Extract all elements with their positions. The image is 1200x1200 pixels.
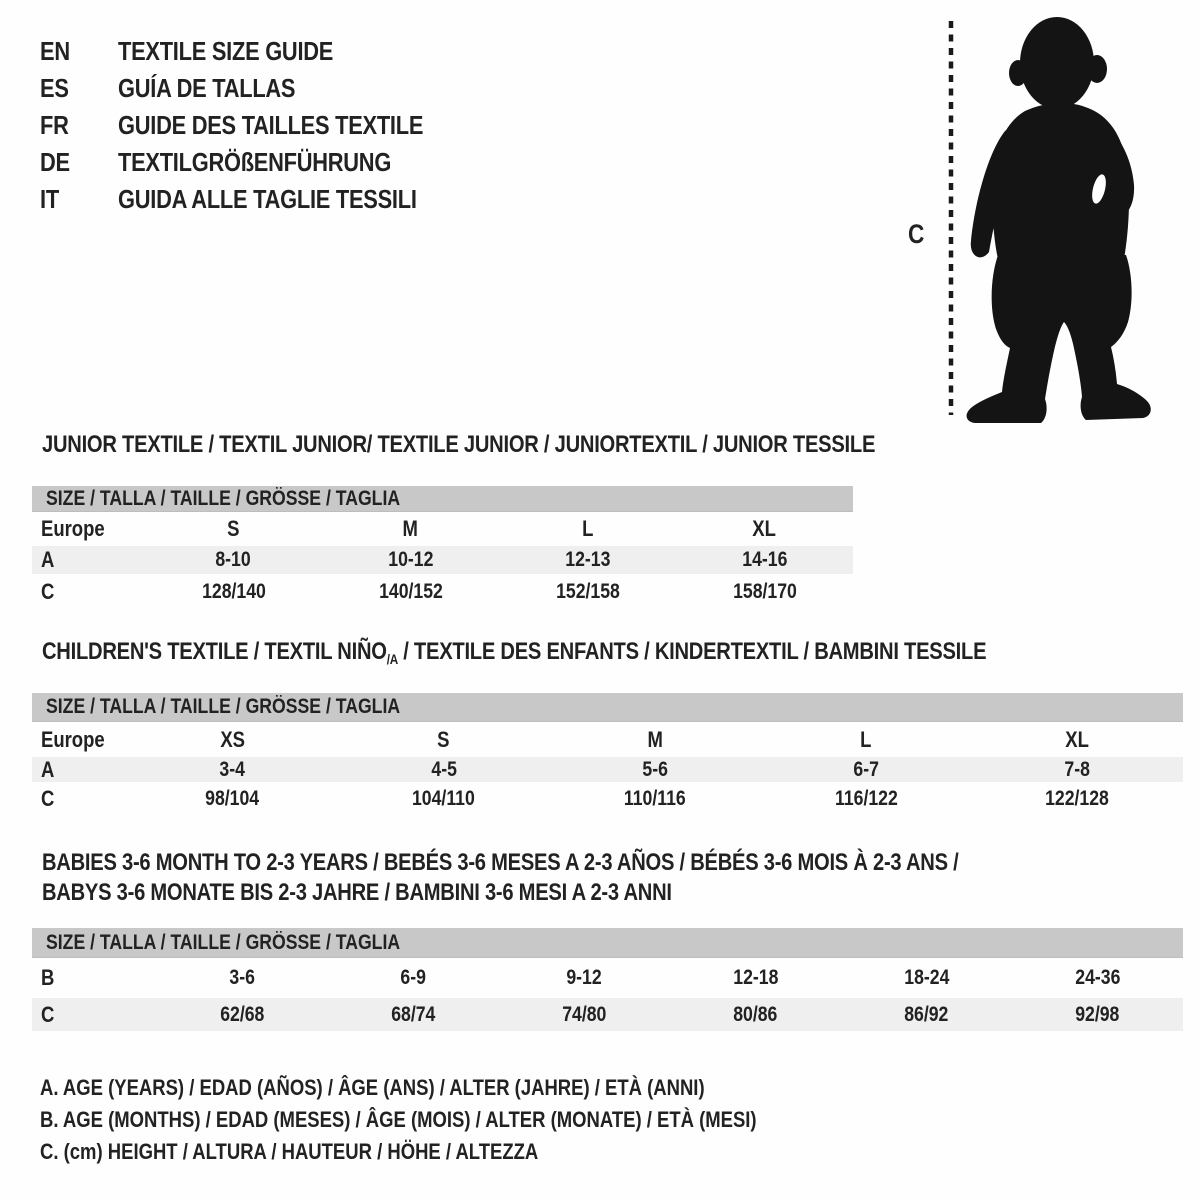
language-row-it [40, 181, 481, 218]
size-cell: S [227, 516, 240, 541]
children-size-table [32, 693, 1183, 815]
row-label: B [41, 965, 55, 990]
value-cell: 86/92 [904, 1002, 949, 1026]
value-cell: 9-12 [566, 966, 603, 989]
babies-size-table [32, 928, 1183, 1031]
value-cell: 3-4 [219, 758, 246, 781]
size-header-row: SIZE / TALLA / TAILLE / GRÖSSE / TAGLIA [32, 486, 853, 512]
legend-line-b: B. AGE (MONTHS) / EDAD (MESES) / ÂGE (MOIS) / ALTER (MONATE) / ETÀ (MESI) [40, 1107, 757, 1132]
language-code: ES [40, 73, 69, 103]
value-cell: 152/158 [555, 580, 620, 603]
children-section-title: CHILDREN'S TEXTILE / TEXTIL $NIÑO_{/A}$ / TEXTILE DES ENFANTS / KINDERTEXTIL / BAMBINI TESSILE [42, 638, 987, 667]
row-label: Europe [41, 726, 105, 752]
language-row-de [40, 144, 481, 181]
size-cell: XS [220, 726, 245, 752]
value-cell: 4-5 [431, 758, 457, 781]
value-cell: 140/152 [378, 580, 443, 603]
value-cell: 14-16 [741, 548, 788, 571]
table-row [32, 782, 1183, 815]
row-label: C [41, 785, 55, 811]
value-cell: 6-7 [853, 758, 879, 781]
row-label: A [41, 547, 55, 572]
table-row [32, 574, 853, 610]
babies-title-line2: BABYS 3-6 MONATE BIS 2-3 JAHRE / BAMBINI 3-6 MESI A 2-3 ANNI [42, 879, 672, 906]
language-guide-title: GUIDE DES TAILLES TEXTILE [118, 110, 424, 140]
size-cell: M [402, 516, 419, 541]
table-row [32, 722, 1183, 757]
value-cell: 8-10 [215, 548, 252, 571]
table-row [32, 998, 1183, 1031]
size-header-row: SIZE / TALLA / TAILLE / GRÖSSE / TAGLIA [32, 693, 1183, 722]
legend-line-c: C. (cm) HEIGHT / ALTURA / HAUTEUR / HÖHE / ALTEZZA [40, 1139, 539, 1164]
size-cell: XL [752, 516, 777, 541]
value-cell: 98/104 [205, 786, 260, 810]
language-code: IT [40, 184, 59, 214]
size-header-row: SIZE / TALLA / TAILLE / GRÖSSE / TAGLIA [32, 928, 1183, 958]
size-cell: L [581, 516, 594, 541]
value-cell: 12-18 [732, 966, 779, 989]
language-guide-title: GUÍA DE TALLAS [118, 73, 296, 103]
value-cell: 18-24 [903, 966, 950, 989]
row-label: C [41, 579, 55, 604]
value-cell: 12-13 [564, 548, 611, 571]
row-label: Europe [41, 516, 105, 541]
value-cell: 6-9 [400, 966, 427, 989]
value-cell: 7-8 [1064, 758, 1091, 781]
legend-line-a: A. AGE (YEARS) / EDAD (AÑOS) / ÂGE (ANS) / ALTER (JAHRE) / ETÀ (ANNI) [40, 1075, 705, 1100]
value-cell: 92/98 [1075, 1002, 1120, 1026]
size-cell: S [437, 726, 450, 752]
value-cell: 158/170 [732, 580, 797, 603]
language-row-en [40, 33, 481, 70]
table-row [32, 958, 1183, 998]
language-guide-title: TEXTILGRÖßENFÜHRUNG [118, 147, 392, 177]
language-row-fr [40, 107, 481, 144]
value-cell: 24-36 [1074, 966, 1121, 989]
row-label: A [41, 757, 55, 782]
language-title-list [40, 33, 481, 218]
size-cell: L [860, 726, 872, 752]
value-cell: 5-6 [642, 758, 668, 781]
toddler-silhouette-icon [905, 5, 1175, 425]
table-row [32, 757, 1183, 782]
junior-size-table [32, 486, 853, 610]
value-cell: 110/116 [624, 786, 686, 810]
measure-legend [40, 1072, 893, 1168]
height-measure-label: C [908, 219, 925, 249]
value-cell: 122/128 [1045, 786, 1110, 810]
language-guide-title: TEXTILE SIZE GUIDE [118, 36, 334, 66]
junior-section-title: JUNIOR TEXTILE / TEXTIL JUNIOR/ TEXTILE JUNIOR / JUNIORTEXTIL / JUNIOR TESSILE [42, 431, 876, 458]
value-cell: 62/68 [220, 1002, 265, 1026]
table-row [32, 546, 853, 574]
babies-section-title [42, 848, 1133, 908]
size-cell: XL [1065, 726, 1090, 752]
nino-a-subscript: /A [386, 650, 398, 667]
value-cell: 116/122 [834, 786, 898, 810]
value-cell: 68/74 [391, 1002, 436, 1026]
value-cell: 3-6 [229, 966, 256, 989]
value-cell: 80/86 [733, 1002, 778, 1026]
language-code: EN [40, 36, 70, 66]
language-guide-title: GUIDA ALLE TAGLIE TESSILI [118, 184, 417, 214]
language-code: DE [40, 147, 70, 177]
size-cell: M [647, 726, 663, 752]
babies-title-line1: BABIES 3-6 MONTH TO 2-3 YEARS / BEBÉS 3-6 MESES A 2-3 AÑOS / BÉBÉS 3-6 MOIS À 2-3 ANS / [42, 849, 959, 876]
value-cell: 104/110 [412, 786, 476, 810]
language-row-es [40, 70, 481, 107]
table-row [32, 512, 853, 546]
row-label: C [41, 1001, 55, 1027]
value-cell: 74/80 [562, 1002, 607, 1026]
value-cell: 10-12 [387, 548, 434, 571]
toddler-figure [905, 5, 1175, 425]
value-cell: 128/140 [201, 580, 266, 603]
language-code: FR [40, 110, 69, 140]
